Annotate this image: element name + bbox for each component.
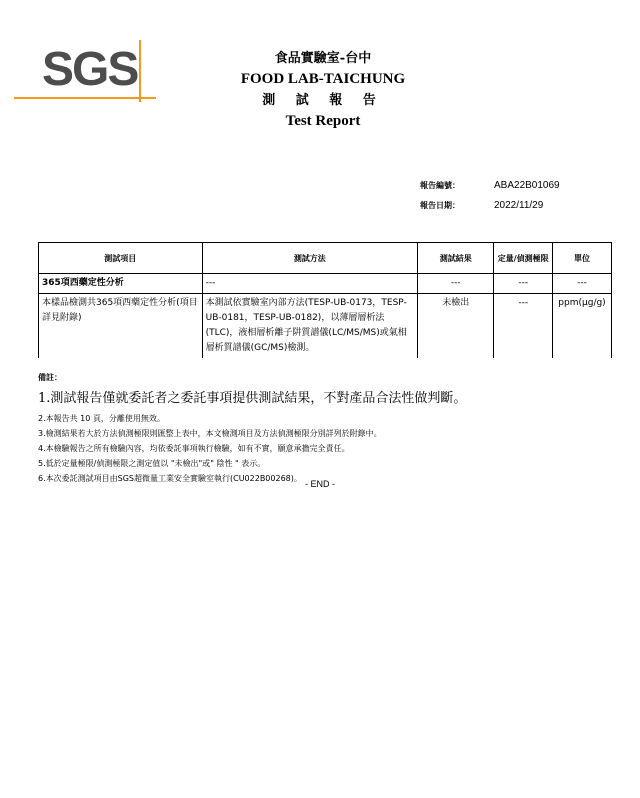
results-table bbox=[38, 242, 612, 358]
report-number-value: ABA22B01069 bbox=[494, 179, 560, 191]
note-item: 4.本檢驗報告之所有檢驗內容，均依委託事項執行檢驗，如有不實，願意承擔完全責任。 bbox=[38, 444, 350, 453]
cell-item: 本樣品檢測共365項西藥定性分析(項目詳見附錄) bbox=[39, 294, 203, 359]
note-item: 3.檢測結果若大於方法偵測極限則匯整上表中，本文檢測項目及方法偵測極限分別詳列於附錄中。 bbox=[38, 429, 382, 438]
cell-unit: ppm(μg/g) bbox=[553, 294, 612, 359]
report-title-zh: 測 試 報 告 bbox=[262, 93, 384, 108]
end-marker: - END - bbox=[305, 479, 335, 489]
note-item: 1.測試報告僅就委託者之委託事項提供測試結果，不對產品合法性做判斷。 bbox=[38, 391, 467, 406]
cell-limit: --- bbox=[494, 294, 553, 359]
header-unit: 單位 bbox=[553, 243, 612, 274]
report-header bbox=[0, 43, 640, 132]
cell-unit: --- bbox=[553, 274, 612, 294]
table-header-row bbox=[39, 243, 612, 274]
lab-name-zh: 食品實驗室-台中 bbox=[274, 51, 372, 66]
cell-method: 本測試依實驗室內部方法(TESP-UB-0173，TESP-UB-0181，TESP-UB-0182)，以薄層層析法(TLC)，液相層析離子阱質譜儀(LC/MS/MS)或氣相層析質譜儀(GC/MS)檢測。 bbox=[202, 294, 417, 359]
report-date-value: 2022/11/29 bbox=[494, 199, 544, 211]
report-date-row bbox=[420, 195, 560, 215]
header-test-method: 測試方法 bbox=[202, 243, 417, 274]
cell-item: 365項西藥定性分析 bbox=[39, 274, 203, 294]
cell-result: --- bbox=[418, 274, 494, 294]
cell-result: 未檢出 bbox=[418, 294, 494, 359]
note-item: 5.低於定量極限/偵測極限之測定值以 "未檢出"或" 陰性 " 表示。 bbox=[38, 459, 266, 468]
report-date-label: 報告日期： bbox=[420, 200, 460, 210]
note-item: 2.本報告共 10 頁，分離使用無效。 bbox=[38, 414, 165, 423]
header-test-item: 測試項目 bbox=[39, 243, 203, 274]
header-test-result: 測試結果 bbox=[418, 243, 494, 274]
logo-text: SGS bbox=[42, 43, 138, 96]
report-number-row bbox=[420, 175, 560, 195]
report-title-en: Test Report bbox=[285, 113, 361, 129]
table-row bbox=[39, 294, 612, 359]
note-item: 6.本次委託測試項目由SGS超微量工業安全實驗室執行(CU022B00268)。 bbox=[38, 474, 302, 483]
cell-method: --- bbox=[202, 274, 417, 294]
report-meta bbox=[420, 175, 560, 215]
notes-heading: 備註： bbox=[38, 373, 62, 382]
notes-section bbox=[38, 372, 618, 486]
header-limit: 定量/偵測極限 bbox=[494, 243, 553, 274]
cell-limit: --- bbox=[494, 274, 553, 294]
lab-name-en: FOOD LAB-TAICHUNG bbox=[240, 71, 406, 87]
table-row bbox=[39, 274, 612, 294]
report-number-label: 報告編號： bbox=[420, 180, 460, 190]
